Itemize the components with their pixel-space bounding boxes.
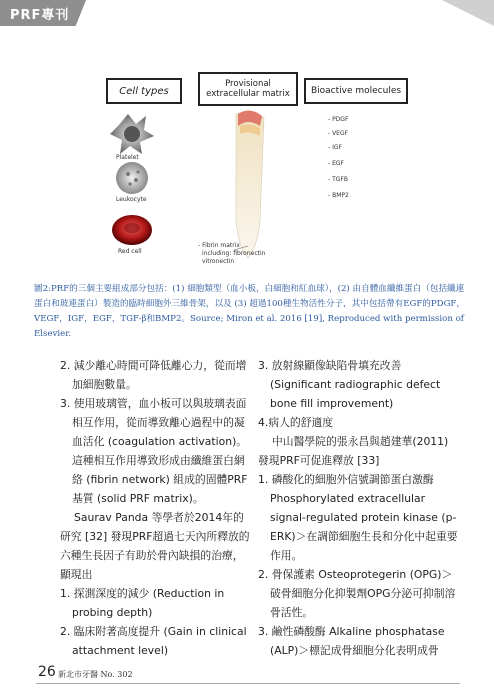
matrix-note-2: including: fibronectin	[202, 250, 266, 257]
left-column	[60, 356, 250, 660]
molecule-igf: - IGF	[328, 144, 342, 151]
figure-box-cell-types: Cell types	[106, 78, 182, 104]
right-item-4: 4.病人的舒適度	[258, 416, 334, 429]
right-list-item-3: 3. 鹼性磷酸酶 Alkaline phosphatase (ALP)＞標記成骨細胞分化表明成骨	[258, 625, 445, 657]
figure-prf-components	[88, 70, 406, 274]
figure-illustration	[88, 70, 406, 274]
cell-label-red-cell: Red cell	[118, 248, 142, 255]
left-paragraph-panda: Saurav Panda 等學者於2014年的研究 [32] 發現PRF超過七天內所釋放的六種生長因子有助於骨內缺損的治療，顯現出	[60, 511, 250, 581]
leukocyte-image	[116, 162, 148, 194]
cell-label-platelet: Platelet	[116, 154, 139, 161]
red-cell-image	[112, 215, 152, 245]
header-title: PRF專刊	[10, 8, 70, 23]
publication-name: 新北市牙醫 No. 302	[58, 670, 133, 679]
left-list-item-1: 1. 探測深度的減少 (Reduction in probing depth)	[60, 587, 225, 619]
molecule-vegf: - VEGF	[328, 130, 349, 137]
fibrin-clot-image	[236, 110, 264, 258]
caption-label: 圖2:	[34, 284, 51, 294]
molecule-egf: - EGF	[328, 160, 344, 167]
right-list-item-2: 2. 骨保護素 Osteoprotegerin (OPG)＞破骨細胞分化抑製劑OPG分泌可抑制溶骨活性。	[258, 568, 456, 619]
matrix-note-1: - Fibrin matrix	[198, 242, 240, 249]
figure-box-bioactive: Bioactive molecules	[304, 78, 408, 104]
right-column	[258, 356, 458, 660]
cell-label-leukocyte: Leukocyte	[116, 196, 147, 203]
left-item-2: 2. 減少離心時間可降低離心力，從而增加細胞數量。	[60, 359, 247, 391]
molecule-pdgf: - PDGF	[328, 116, 349, 123]
figure-caption	[34, 282, 470, 342]
footer-divider	[36, 683, 460, 684]
molecule-tgfb: - TGFB	[328, 176, 348, 183]
right-paragraph-chang: 中山醫學院的張永昌與趙建華(2011)發現PRF可促進釋放 [33]	[258, 435, 449, 467]
right-list-item-1: 1. 磷酸化的細胞外信號調節蛋白激酶 Phosphorylated extracellular signal-regulated protein kinase (p-ERK)＞在調節細胞生長和分化中起重要作用。	[258, 473, 458, 562]
caption-text: PRF的三個主要組成部分包括：(1) 細胞類型（血小板，白細胞和紅血球），(2) 由自體血纖維蛋白（包括纖連蛋白和玻連蛋白）製造的臨時細胞外三維骨架，以及 (3) 超過100種生物活性分子，其中包括帶有EGF的PDGF，VEGF，IGF，EGF，TGF-β和BMP2。Source; Miron et al. 2016 [19], Reproduced with permission of Elsevier.	[34, 284, 465, 339]
figure-box-matrix: Provisional extracellular matrix	[198, 72, 298, 106]
matrix-note-3: vitronectin	[202, 258, 235, 265]
header-corner-decoration	[442, 0, 494, 26]
platelet-image	[110, 114, 154, 154]
right-item-3: 3. 放射線顯像缺陷骨填充改善 (Significant radiographic defect bone fill improvement)	[258, 359, 441, 410]
left-list-item-2: 2. 臨床附著高度提升 (Gain in clinical attachment level)	[60, 625, 247, 657]
page-number: 26	[38, 664, 56, 680]
molecule-bmp2: - BMP2	[328, 192, 349, 199]
left-item-3: 3. 使用玻璃管，血小板可以與玻璃表面相互作用，從而導致離心過程中的凝血活化 (coagulation activation)。這種相互作用導致形成由纖維蛋白網絡 (fibrin network) 組成的固體PRF基質 (solid PRF matrix)。	[60, 397, 248, 505]
